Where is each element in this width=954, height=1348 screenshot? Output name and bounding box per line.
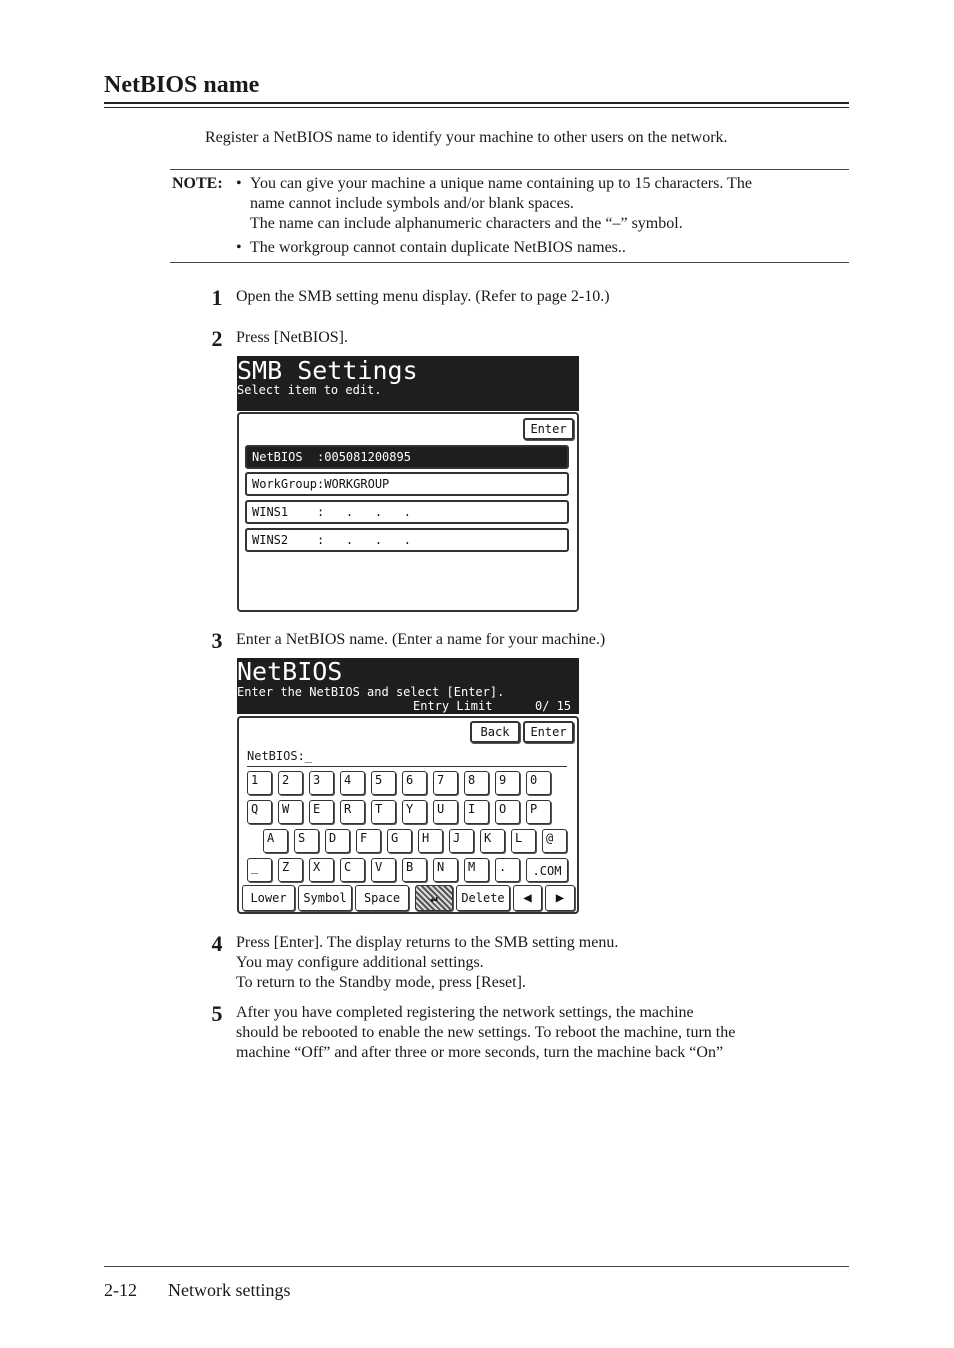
delete-button[interactable]: Delete xyxy=(456,885,510,911)
key[interactable]: 7 xyxy=(433,771,458,795)
key[interactable]: N xyxy=(433,858,458,882)
note-item-2: The workgroup cannot contain duplicate NetBIOS names.. xyxy=(250,239,626,256)
footer-section-name: Network settings xyxy=(168,1280,291,1300)
back-button[interactable]: Back xyxy=(470,721,520,743)
key[interactable]: E xyxy=(309,800,334,824)
enter-button[interactable]: Enter xyxy=(523,418,574,440)
netbios-screen-subtitle: Enter the NetBIOS and select [Enter]. xyxy=(237,685,505,699)
workgroup-row[interactable]: WorkGroup:WORKGROUP xyxy=(245,472,569,496)
key[interactable]: 1 xyxy=(247,771,272,795)
step-text: Open the SMB setting menu display. (Refer to page 2-10.) xyxy=(236,288,610,305)
footer-rule xyxy=(104,1266,849,1267)
key[interactable]: P xyxy=(526,800,551,824)
key[interactable]: 9 xyxy=(495,771,520,795)
smb-settings-screen xyxy=(237,356,579,612)
lower-button[interactable]: Lower xyxy=(242,885,295,911)
key[interactable]: C xyxy=(340,858,365,882)
key[interactable]: B xyxy=(402,858,427,882)
netbios-entry-screen xyxy=(237,658,579,914)
note-item-1-line-1: You can give your machine a unique name containing up to 15 characters. The xyxy=(250,175,752,192)
note-item-1-line-2: name cannot include symbols and/or blank spaces. xyxy=(250,195,574,212)
step-text-line: To return to the Standby mode, press [Reset]. xyxy=(236,974,526,991)
key[interactable]: O xyxy=(495,800,520,824)
input-underline xyxy=(247,766,567,767)
step-number: 2 xyxy=(211,326,223,351)
key[interactable]: V xyxy=(371,858,396,882)
key[interactable]: S xyxy=(294,829,319,853)
key[interactable]: . xyxy=(495,858,520,882)
key[interactable]: K xyxy=(480,829,505,853)
step-number: 1 xyxy=(211,285,223,310)
key[interactable]: Q xyxy=(247,800,272,824)
key[interactable]: M xyxy=(464,858,489,882)
step-number: 3 xyxy=(211,628,223,653)
step-text: Enter a NetBIOS name. (Enter a name for your machine.) xyxy=(236,631,606,648)
key[interactable]: D xyxy=(325,829,350,853)
step-text: Press [NetBIOS]. xyxy=(236,329,348,346)
symbol-button[interactable]: Symbol xyxy=(298,885,352,911)
note-label: NOTE: xyxy=(172,175,223,192)
smb-screen-body xyxy=(237,412,579,612)
entry-limit-label: Entry Limit xyxy=(413,699,493,713)
entry-count: 0/ 15 xyxy=(535,699,572,713)
key[interactable]: G xyxy=(387,829,412,853)
wins1-row[interactable]: WINS1 : . . . xyxy=(245,500,569,524)
note-bullet-2: • xyxy=(236,239,242,256)
page-title: NetBIOS name xyxy=(104,72,260,98)
note-bullet-1: • xyxy=(236,175,242,192)
newline-icon[interactable]: ↵ xyxy=(415,885,453,911)
step-number: 4 xyxy=(211,931,223,956)
key[interactable]: X xyxy=(309,858,334,882)
enter-button[interactable]: Enter xyxy=(523,721,574,743)
step-text-line: machine “Off” and after three or more seconds, turn the machine back “On” xyxy=(236,1044,724,1061)
key[interactable]: L xyxy=(511,829,536,853)
footer-page-number: 2-12 xyxy=(104,1280,137,1300)
step-text-line: You may configure additional settings. xyxy=(236,954,484,971)
key[interactable]: 4 xyxy=(340,771,365,795)
smb-screen-title: SMB Settings xyxy=(237,356,418,385)
netbios-screen-body xyxy=(237,716,579,914)
smb-screen-subtitle: Select item to edit. xyxy=(237,383,382,397)
key[interactable]: A xyxy=(263,829,288,853)
intro-text: Register a NetBIOS name to identify your machine to other users on the network. xyxy=(205,129,728,146)
key[interactable]: @ xyxy=(542,829,567,853)
key[interactable]: T xyxy=(371,800,396,824)
cursor-right-icon[interactable]: ▶ xyxy=(545,885,575,911)
key[interactable]: I xyxy=(464,800,489,824)
netbios-row[interactable]: NetBIOS :005081200895 xyxy=(245,445,569,469)
key[interactable]: Z xyxy=(278,858,303,882)
note-item-1-line-3: The name can include alphanumeric characters and the “–” symbol. xyxy=(250,215,683,232)
key[interactable]: U xyxy=(433,800,458,824)
dotcom-key[interactable]: .COM xyxy=(526,858,568,882)
smb-screen-header xyxy=(237,356,579,411)
step-text-line: should be rebooted to enable the new settings. To reboot the machine, turn the xyxy=(236,1024,736,1041)
key[interactable]: 8 xyxy=(464,771,489,795)
netbios-input-field[interactable]: NetBIOS:_ xyxy=(247,749,313,763)
netbios-screen-header xyxy=(237,658,579,714)
key[interactable]: R xyxy=(340,800,365,824)
key[interactable]: W xyxy=(278,800,303,824)
cursor-left-icon[interactable]: ◀ xyxy=(513,885,542,911)
key[interactable]: Y xyxy=(402,800,427,824)
key[interactable]: H xyxy=(418,829,443,853)
key[interactable]: J xyxy=(449,829,474,853)
key[interactable]: F xyxy=(356,829,381,853)
space-button[interactable]: Space xyxy=(355,885,409,911)
wins2-row[interactable]: WINS2 : . . . xyxy=(245,528,569,552)
key[interactable]: _ xyxy=(247,858,272,882)
key[interactable]: 6 xyxy=(402,771,427,795)
step-number: 5 xyxy=(211,1001,223,1026)
key[interactable]: 2 xyxy=(278,771,303,795)
key[interactable]: 3 xyxy=(309,771,334,795)
key[interactable]: 5 xyxy=(371,771,396,795)
title-rule xyxy=(104,102,849,108)
step-text-line: After you have completed registering the network settings, the machine xyxy=(236,1004,694,1021)
key[interactable]: 0 xyxy=(526,771,551,795)
step-text-line: Press [Enter]. The display returns to the SMB setting menu. xyxy=(236,934,619,951)
netbios-screen-title: NetBIOS xyxy=(237,657,343,686)
